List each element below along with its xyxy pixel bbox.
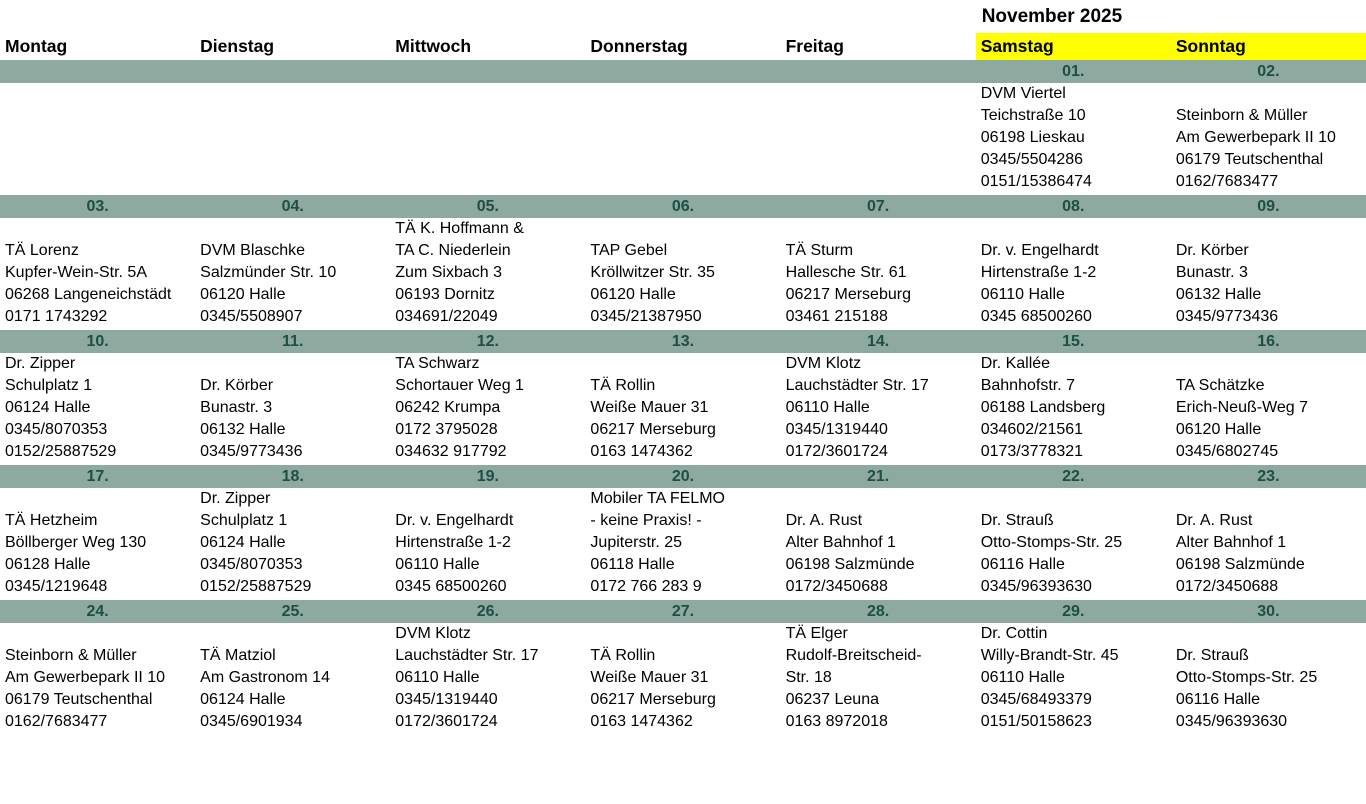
entry-line: Dr. Zipper (5, 355, 76, 372)
day-cell (976, 488, 1171, 600)
day-cell (195, 353, 390, 465)
day-number: 11. (282, 333, 304, 350)
entry-line: TÄ Lorenz (5, 242, 79, 259)
week-content-row (0, 83, 1366, 195)
entry-line: Schulplatz 1 (5, 377, 93, 394)
entry-line: 06242 Krumpa (395, 399, 501, 416)
weeks-container (0, 60, 1366, 735)
entry-line: Dr. Körber (1175, 242, 1249, 259)
entry-line: Steinborn & Müller (1175, 107, 1308, 124)
day-cell (976, 218, 1171, 330)
entry-line: Am Gewerbepark II 10 (5, 669, 166, 686)
entry-line: Am Gewerbepark II 10 (1175, 129, 1336, 146)
entry-line: 0345/8070353 (200, 556, 303, 573)
entry-line: 06110 Halle (980, 669, 1065, 686)
entry-line: 0171 1743292 (5, 308, 108, 325)
day-header-row (0, 33, 1366, 60)
entry-line: Lauchstädter Str. 17 (395, 647, 539, 664)
entry-line: TA Schwarz (395, 355, 480, 372)
day-cell (976, 83, 1171, 195)
day-number: 05. (476, 198, 499, 215)
day-number: 17. (86, 468, 109, 485)
entry-line: 0151/15386474 (980, 173, 1092, 190)
entry-line: 06237 Leuna (785, 691, 879, 708)
day-number: 06. (671, 198, 695, 215)
day-cell (390, 353, 585, 465)
entry-line: TÄ K. Hoffmann & (395, 220, 524, 237)
month-title: November 2025 (981, 6, 1123, 27)
entry-line: Dr. v. Engelhardt (395, 512, 514, 529)
entry-line: 0345/5508907 (200, 308, 303, 325)
entry-line: 06118 Halle (590, 556, 675, 573)
day-cell (1171, 353, 1366, 465)
day-cell (585, 83, 780, 195)
day-number: 21. (867, 468, 890, 485)
entry-line: 06198 Salzmünde (785, 556, 915, 573)
week-content-row (0, 488, 1366, 600)
day-cell (976, 623, 1171, 735)
entry-line: TÄ Rollin (590, 647, 656, 664)
entry-line: 0172/3450688 (785, 578, 888, 595)
entry-line: Rudolf-Breitscheid- (785, 647, 922, 664)
day-cell (585, 623, 780, 735)
entry-line: Str. 18 (785, 669, 832, 686)
entry-line: 06132 Halle (200, 421, 286, 438)
entry-line: Weiße Mauer 31 (590, 399, 709, 416)
day-cell (976, 353, 1171, 465)
entry-line: DVM Viertel (980, 85, 1066, 102)
entry-line: 0345/1319440 (395, 691, 498, 708)
entry-line: Dr. A. Rust (785, 512, 863, 529)
entry-line: Mobiler TA FELMO (590, 490, 725, 507)
entry-line: Kröllwitzer Str. 35 (590, 264, 715, 281)
day-number: 04. (281, 198, 304, 215)
entry-line: Bunastr. 3 (200, 399, 273, 416)
day-number: 28. (867, 603, 890, 620)
entry-line: Weiße Mauer 31 (590, 669, 709, 686)
day-number: 01. (1062, 63, 1085, 80)
entry-line: 0345/21387950 (590, 308, 702, 325)
week-content-row (0, 623, 1366, 735)
entry-line: Kupfer-Wein-Str. 5A (5, 264, 147, 281)
day-cell (0, 623, 195, 735)
day-cell (1171, 623, 1366, 735)
day-cell (1171, 488, 1366, 600)
entry-line: 0172/3601724 (785, 443, 888, 460)
week-band (0, 195, 1366, 218)
entry-line: Hirtenstraße 1-2 (395, 534, 511, 551)
entry-line: Otto-Stomps-Str. 25 (1175, 669, 1318, 686)
entry-line: 0345/9773436 (200, 443, 303, 460)
entry-line: Bahnhofstr. 7 (980, 377, 1075, 394)
title-row (0, 0, 1366, 33)
entry-line: TÄ Hetzheim (5, 512, 98, 529)
day-cell (781, 353, 976, 465)
entry-line: 0152/25887529 (200, 578, 312, 595)
day-number: 29. (1062, 603, 1085, 620)
day-number: 24. (86, 603, 109, 620)
entry-line: Zum Sixbach 3 (395, 264, 502, 281)
entry-line: 06120 Halle (590, 286, 676, 303)
entry-line: 0345/96393630 (980, 578, 1092, 595)
day-cell (585, 218, 780, 330)
week-content-row (0, 353, 1366, 465)
entry-line: 0345 68500260 (395, 578, 507, 595)
entry-line: 06179 Teutschenthal (1175, 151, 1324, 168)
day-number: 10. (86, 333, 109, 350)
entry-line: 0173/3778321 (980, 443, 1084, 460)
entry-line: Willy-Brandt-Str. 45 (980, 647, 1119, 664)
entry-line: 0172/3450688 (1175, 578, 1279, 595)
entry-line: 06110 Halle (395, 669, 480, 686)
entry-line: 06193 Dornitz (395, 286, 495, 303)
entry-line: 06124 Halle (5, 399, 91, 416)
entry-line: Bunastr. 3 (1175, 264, 1248, 281)
day-number: 22. (1062, 468, 1085, 485)
entry-line: TÄ Elger (785, 625, 848, 642)
entry-line: 06124 Halle (200, 534, 286, 551)
entry-line: TÄ Matziol (200, 647, 276, 664)
week-band (0, 600, 1366, 623)
entry-line: 0345/8070353 (5, 421, 108, 438)
entry-line: 06124 Halle (200, 691, 286, 708)
day-cell (195, 488, 390, 600)
entry-line: 06217 Merseburg (590, 691, 716, 708)
day-number: 19. (476, 468, 499, 485)
day-cell (0, 218, 195, 330)
entry-line: 06110 Halle (785, 399, 870, 416)
entry-line: TA C. Niederlein (395, 242, 511, 259)
entry-line: TA Schätzke (1175, 377, 1265, 394)
day-number: 27. (671, 603, 695, 620)
entry-line: 0162/7683477 (1175, 173, 1279, 190)
entry-line: Dr. v. Engelhardt (980, 242, 1099, 259)
day-number (781, 60, 976, 83)
entry-line: Dr. Strauß (1175, 647, 1249, 664)
entry-line: 0163 8972018 (785, 713, 888, 730)
entry-line: Dr. Kallée (980, 355, 1051, 372)
entry-line: 0152/25887529 (5, 443, 117, 460)
entry-line: 06198 Lieskau (980, 129, 1085, 146)
entry-line: 0172/3601724 (395, 713, 498, 730)
entry-line: Steinborn & Müller (5, 647, 137, 664)
day-number: 13. (671, 333, 695, 350)
entry-line: 03461 215188 (785, 308, 888, 325)
day-cell (1171, 218, 1366, 330)
entry-line: 06188 Landsberg (980, 399, 1106, 416)
entry-line: 0345/6901934 (200, 713, 303, 730)
entry-line: 06217 Merseburg (590, 421, 716, 438)
day-cell (195, 83, 390, 195)
day-cell (195, 218, 390, 330)
entry-line: 0345/5504286 (980, 151, 1084, 168)
entry-line: 0345 68500260 (980, 308, 1092, 325)
day-number: 02. (1257, 63, 1280, 80)
entry-line: Schortauer Weg 1 (395, 377, 524, 394)
entry-line: Dr. A. Rust (1175, 512, 1253, 529)
entry-line: 06217 Merseburg (785, 286, 911, 303)
day-number: 30. (1257, 603, 1280, 620)
entry-line: DVM Klotz (395, 625, 471, 642)
entry-line: Otto-Stomps-Str. 25 (980, 534, 1123, 551)
week-band (0, 465, 1366, 488)
day-cell (0, 83, 195, 195)
day-cell (390, 488, 585, 600)
entry-line: 034691/22049 (395, 308, 498, 325)
day-number (390, 60, 585, 83)
week-content-row (0, 218, 1366, 330)
day-header-dienstag: Dienstag (200, 36, 275, 56)
day-header-montag: Montag (5, 36, 68, 56)
day-number: 03. (86, 198, 109, 215)
entry-line: 0345/6802745 (1175, 443, 1279, 460)
day-cell (390, 623, 585, 735)
day-cell (585, 488, 780, 600)
entry-line: 0172 3795028 (395, 421, 498, 438)
entry-line: 0172 766 283 9 (590, 578, 702, 595)
entry-line: Hallesche Str. 61 (785, 264, 907, 281)
entry-line: 06179 Teutschenthal (5, 691, 153, 708)
entry-line: Alter Bahnhof 1 (1175, 534, 1287, 551)
day-cell (390, 218, 585, 330)
day-cell (0, 488, 195, 600)
entry-line: Teichstraße 10 (980, 107, 1086, 124)
entry-line: DVM Klotz (785, 355, 862, 372)
day-number: 15. (1062, 333, 1085, 350)
entry-line: Dr. Strauß (980, 512, 1054, 529)
day-cell (781, 218, 976, 330)
day-number: 07. (867, 198, 890, 215)
week-band (0, 60, 1366, 83)
day-header-mittwoch: Mittwoch (395, 36, 472, 56)
entry-line: 06128 Halle (5, 556, 91, 573)
entry-line: TÄ Rollin (590, 377, 656, 394)
day-cell (0, 353, 195, 465)
entry-line: 06120 Halle (1175, 421, 1262, 438)
entry-line: 0345/96393630 (1175, 713, 1288, 730)
entry-line: Am Gastronom 14 (200, 669, 330, 686)
day-cell (781, 83, 976, 195)
day-header-sonntag: Sonntag (1171, 33, 1366, 60)
entry-line: 0345/1319440 (785, 421, 888, 438)
day-cell (781, 623, 976, 735)
entry-line: Schulplatz 1 (200, 512, 288, 529)
entry-line: 0163 1474362 (590, 713, 693, 730)
entry-line: Dr. Cottin (980, 625, 1048, 642)
entry-line: 06116 Halle (1175, 691, 1261, 708)
entry-line: 0151/50158623 (980, 713, 1092, 730)
day-number: 23. (1257, 468, 1280, 485)
entry-line: Dr. Zipper (200, 490, 271, 507)
day-cell (781, 488, 976, 600)
day-number: 12. (476, 333, 499, 350)
entry-line: 06198 Salzmünde (1175, 556, 1305, 573)
entry-line: 0163 1474362 (590, 443, 693, 460)
entry-line: Alter Bahnhof 1 (785, 534, 896, 551)
entry-line: Dr. Körber (200, 377, 274, 394)
entry-line: Salzmünder Str. 10 (200, 264, 337, 281)
entry-line: Lauchstädter Str. 17 (785, 377, 929, 394)
day-cell (1171, 83, 1366, 195)
entry-line: 06120 Halle (200, 286, 286, 303)
entry-line: 0162/7683477 (5, 713, 108, 730)
day-cell (585, 353, 780, 465)
day-number: 08. (1062, 198, 1085, 215)
entry-line: 034602/21561 (980, 421, 1084, 438)
day-number: 16. (1257, 333, 1280, 350)
entry-line: 06110 Halle (395, 556, 480, 573)
day-number (585, 60, 780, 83)
day-number: 26. (476, 603, 499, 620)
day-number: 14. (867, 333, 890, 350)
entry-line: 06110 Halle (980, 286, 1065, 303)
day-number: 09. (1257, 198, 1280, 215)
entry-line: Hirtenstraße 1-2 (980, 264, 1097, 281)
entry-line: Erich-Neuß-Weg 7 (1175, 399, 1309, 416)
day-cell (390, 83, 585, 195)
day-number (195, 60, 390, 83)
entry-line: TÄ Sturm (785, 242, 854, 259)
day-number: 20. (671, 468, 695, 485)
week-band (0, 330, 1366, 353)
entry-line: 0345/1219648 (5, 578, 108, 595)
day-number: 18. (281, 468, 304, 485)
entry-line: 0345/9773436 (1175, 308, 1279, 325)
day-header-freitag: Freitag (785, 36, 844, 56)
day-number: 25. (281, 603, 304, 620)
entry-line: TAP Gebel (590, 242, 668, 259)
entry-line: 0345/68493379 (980, 691, 1092, 708)
day-cell (195, 623, 390, 735)
day-header-samstag: Samstag (976, 33, 1171, 60)
entry-line: 06132 Halle (1175, 286, 1262, 303)
entry-line: 034632 917792 (395, 443, 507, 460)
entry-line: - keine Praxis! - (590, 512, 702, 529)
day-header-donnerstag: Donnerstag (590, 36, 688, 56)
entry-line: Jupiterstr. 25 (590, 534, 683, 551)
entry-line: DVM Blaschke (200, 242, 306, 259)
entry-line: Böllberger Weg 130 (5, 534, 147, 551)
day-number (0, 60, 195, 83)
entry-line: 06268 Langeneichstädt (5, 286, 172, 303)
entry-line: 06116 Halle (980, 556, 1065, 573)
